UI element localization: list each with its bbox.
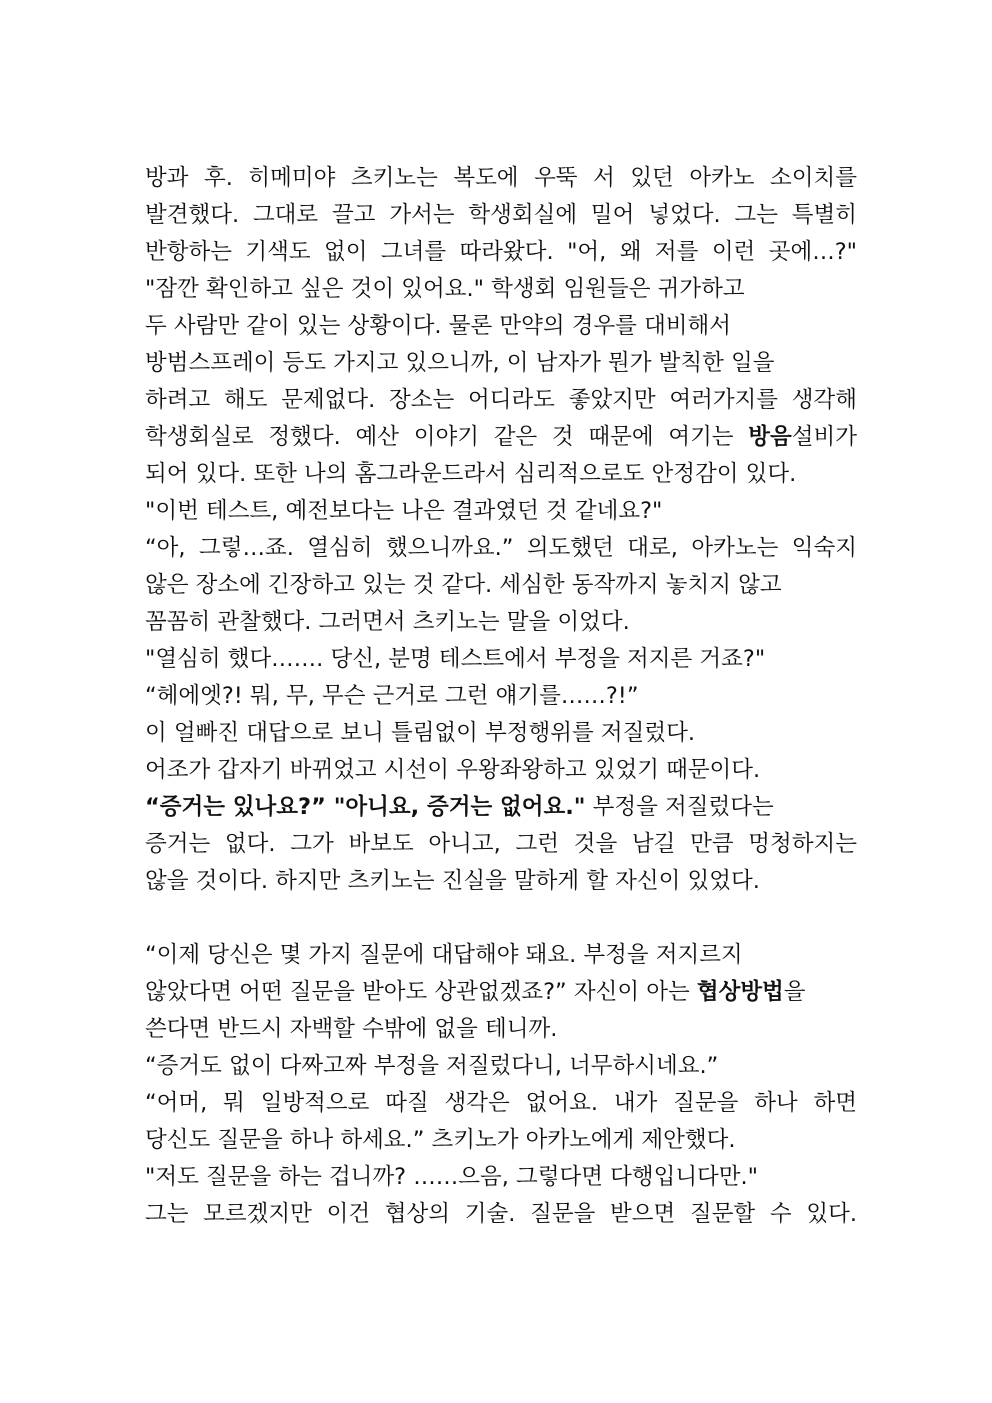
text-line: 두 사람만 같이 있는 상황이다. 물론 만약의 경우를 대비해서 <box>145 313 732 339</box>
bold-dialogue: “증거는 있나요?” "아니요, 증거는 없어요." <box>145 794 586 820</box>
text-line: “증거도 없이 다짜고짜 부정을 저질렀다니, 너무하시네요.” <box>145 1053 719 1079</box>
text-line: “헤에엣?! 뭐, 무, 무슨 근거로 그런 얘기를……?!” <box>145 683 639 709</box>
paragraph-1 <box>145 160 857 900</box>
text-line: "열심히 했다……. 당신, 분명 테스트에서 부정을 저지른 거죠?" <box>145 646 766 672</box>
text-line: 어조가 갑자기 바뀌었고 시선이 우왕좌왕하고 있었기 때문이다. <box>145 757 761 783</box>
text-line: 꼼꼼히 관찰했다. 그러면서 츠키노는 말을 이었다. <box>145 609 630 635</box>
text-line: "이번 테스트, 예전보다는 나은 결과였던 것 같네요?" <box>145 498 663 524</box>
text-line: 증거는 없다. 그가 바보도 아니고, 그런 것을 남길 만큼 멍청하지는 <box>145 831 857 857</box>
text-line: 발견했다. 그대로 끌고 가서는 학생회실에 밀어 넣었다. 그는 특별히 <box>145 202 857 228</box>
text-line: 반항하는 기색도 없이 그녀를 따라왔다. "어, 왜 저를 이런 곳에…?" <box>145 239 857 265</box>
text-line: "잠깐 확인하고 싶은 것이 있어요." 학생회 임원들은 귀가하고 <box>145 276 745 302</box>
bold-term: 협상방법 <box>696 979 784 1005</box>
text-line: “아, 그렇…죠. 열심히 했으니까요.” 의도했던 대로, 아카노는 익숙지 <box>145 535 857 561</box>
text-line: "저도 질문을 하는 겁니까? ……으음, 그렇다면 다행입니다만." <box>145 1164 759 1190</box>
document-body <box>145 160 857 1233</box>
text-line: 쓴다면 반드시 자백할 수밖에 없을 테니까. <box>145 1016 558 1042</box>
text-line: “어머, 뭐 일방적으로 따질 생각은 없어요. 내가 질문을 하나 하면 <box>145 1090 857 1116</box>
text-line: 하려고 해도 문제없다. 장소는 어디라도 좋았지만 여러가지를 생각해 <box>145 387 857 413</box>
text-line: 않은 장소에 긴장하고 있는 것 같다. 세심한 동작까지 놓치지 않고 <box>145 572 782 598</box>
text-line: “증거는 있나요?” "아니요, 증거는 없어요." 부정을 저질렀다는 <box>145 794 774 820</box>
text-line: 학생회실로 정했다. 예산 이야기 같은 것 때문에 여기는 방음설비가 <box>145 424 857 450</box>
text-line: 당신도 질문을 하나 하세요.” 츠키노가 아카노에게 제안했다. <box>145 1127 736 1153</box>
text-line: 되어 있다. 또한 나의 홈그라운드라서 심리적으로도 안정감이 있다. <box>145 461 797 487</box>
text-line: “이제 당신은 몇 가지 질문에 대답해야 돼요. 부정을 저지르지 <box>145 942 743 968</box>
text-line: 방범스프레이 등도 가지고 있으니까, 이 남자가 뭔가 발칙한 일을 <box>145 350 775 376</box>
bold-term: 방음 <box>748 424 792 450</box>
paragraph-gap <box>145 900 857 937</box>
paragraph-2 <box>145 937 857 1233</box>
text-line: 않았다면 어떤 질문을 받아도 상관없겠죠?” 자신이 아는 협상방법을 <box>145 979 806 1005</box>
text-line: 방과 후. 히메미야 츠키노는 복도에 우뚝 서 있던 아카노 소이치를 <box>145 165 857 191</box>
text-line: 그는 모르겠지만 이건 협상의 기술. 질문을 받으면 질문할 수 있다. <box>145 1201 857 1227</box>
text-line: 이 얼빠진 대답으로 보니 틀림없이 부정행위를 저질렀다. <box>145 720 695 746</box>
text-line: 않을 것이다. 하지만 츠키노는 진실을 말하게 할 자신이 있었다. <box>145 868 760 894</box>
